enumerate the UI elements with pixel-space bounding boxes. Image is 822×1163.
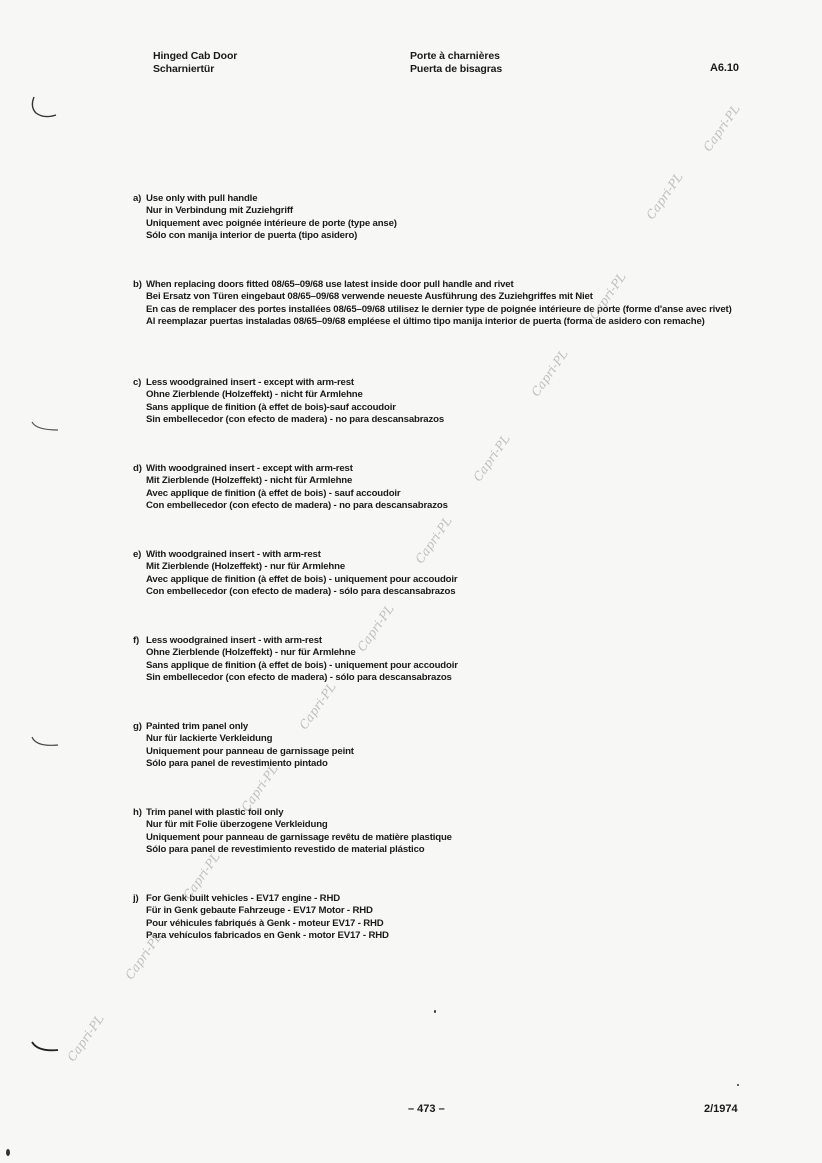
- note-line: Painted trim panel only: [146, 721, 249, 732]
- punch-hole-mark: [28, 420, 64, 440]
- note-line: With woodgrained insert - except with arm-rest: [146, 463, 353, 474]
- header-left: [153, 50, 237, 75]
- note-label: f): [133, 635, 140, 646]
- note-line: Nur in Verbindung mit Zuziehgriff: [146, 205, 293, 217]
- note-line: Bei Ersatz von Türen eingebaut 08/65–09/68 verwende neueste Ausführung des Zuziehgriffes mit Niet: [146, 291, 593, 303]
- watermark: Capri-PL: [296, 679, 339, 732]
- note-line: Nur für mit Folie überzogene Verkleidung: [146, 819, 328, 831]
- punch-hole-mark: [28, 95, 64, 123]
- watermark: Capri-PL: [412, 513, 455, 566]
- watermark: Capri-PL: [700, 101, 743, 154]
- note-line: Nur für lackierte Verkleidung: [146, 733, 273, 745]
- note-line: Uniquement pour panneau de garnissage peint: [146, 745, 354, 757]
- note-e: [133, 549, 753, 598]
- note-line: Ohne Zierblende (Holzeffekt) - nicht für Armlehne: [146, 389, 363, 401]
- note-label: j): [133, 893, 139, 904]
- note-line: Trim panel with plastic foil only: [146, 807, 284, 818]
- title-fr: Porte à charnières: [410, 50, 500, 62]
- watermark: Capri-PL: [528, 346, 571, 399]
- section-code: A6.10: [710, 62, 739, 74]
- note-line: Sin embellecedor (con efecto de madera) - sólo para descansabrazos: [146, 671, 452, 683]
- note-line: Ohne Zierblende (Holzeffekt) - nur für Armlehne: [146, 647, 356, 659]
- note-line: Sólo para panel de revestimiento revestido de material plástico: [146, 843, 425, 855]
- note-line: Für in Genk gebaute Fahrzeuge - EV17 Motor - RHD: [146, 905, 373, 917]
- title-de: Scharniertür: [153, 62, 215, 75]
- watermark: Capri-PL: [180, 849, 223, 902]
- note-d: [133, 463, 753, 512]
- note-line: En cas de remplacer des portes installées 08/65–09/68 utilisez le dernier type de poignée intérieure de porte (forme d'anse avec rivet): [146, 303, 732, 315]
- note-line: Uniquement pour panneau de garnissage revêtu de matière plastique: [146, 831, 452, 843]
- watermark: Capri-PL: [470, 431, 513, 484]
- note-line: Uniquement avec poignée intérieure de porte (type anse): [146, 217, 397, 229]
- note-line: Use only with pull handle: [146, 193, 258, 204]
- note-label: g): [133, 721, 142, 732]
- note-label: b): [133, 279, 142, 290]
- scan-speck: [434, 1010, 436, 1013]
- note-label: e): [133, 549, 142, 560]
- punch-hole-mark: [28, 735, 64, 755]
- note-line: Mit Zierblende (Holzeffekt) - nur für Armlehne: [146, 561, 346, 573]
- note-f: [133, 635, 753, 684]
- note-line: Al reemplazar puertas instaladas 08/65–09/68 empléese el último tipo manija interior de puerta (forma de asidero con remache): [146, 315, 705, 327]
- note-line: Avec applique de finition (à effet de bois) - uniquement pour accoudoir: [146, 573, 458, 585]
- punch-hole-mark: [28, 1038, 64, 1058]
- note-line: Para vehículos fabricados en Genk - motor EV17 - RHD: [146, 929, 389, 941]
- note-label: a): [133, 193, 142, 204]
- note-line: Mit Zierblende (Holzeffekt) - nicht für Armlehne: [146, 475, 353, 487]
- note-j: [133, 893, 753, 942]
- note-line: When replacing doors fitted 08/65–09/68 use latest inside door pull handle and rivet: [146, 279, 514, 290]
- note-line: Pour véhicules fabriqués à Genk - moteur EV17 - RHD: [146, 917, 384, 929]
- note-line: Sólo para panel de revestimiento pintado: [146, 757, 328, 769]
- title-es: Puerta de bisagras: [410, 62, 503, 75]
- page-number: – 473 –: [408, 1103, 445, 1115]
- title-en: Hinged Cab Door: [153, 50, 238, 62]
- watermark: Capri-PL: [354, 601, 397, 654]
- note-line: Con embellecedor (con efecto de madera) - sólo para descansabrazos: [146, 585, 456, 597]
- note-label: c): [133, 377, 142, 388]
- note-line: Sólo con manija interior de puerta (tipo asidero): [146, 229, 358, 241]
- note-line: Con embellecedor (con efecto de madera) - no para descansabrazos: [146, 499, 448, 511]
- note-line: Less woodgrained insert - with arm-rest: [146, 635, 322, 646]
- note-line: Sans applique de finition (à effet de bois)-sauf accoudoir: [146, 401, 396, 413]
- note-line: Sans applique de finition (à effet de bois) - uniquement pour accoudoir: [146, 659, 458, 671]
- watermark: Capri-PL: [64, 1011, 107, 1064]
- scan-speck: [737, 1084, 739, 1086]
- note-g: [133, 721, 753, 770]
- note-label: d): [133, 463, 142, 474]
- watermark: Capri-PL: [238, 761, 281, 814]
- note-b: [133, 279, 753, 328]
- watermark: Capri-PL: [586, 269, 629, 322]
- note-h: [133, 807, 753, 856]
- note-line: For Genk built vehicles - EV17 engine - RHD: [146, 893, 340, 904]
- scan-speck: [6, 1149, 10, 1156]
- watermark: Capri-PL: [643, 169, 686, 222]
- watermark: Capri-PL: [122, 929, 165, 982]
- note-line: Less woodgrained insert - except with arm-rest: [146, 377, 354, 388]
- print-date: 2/1974: [704, 1103, 738, 1115]
- note-line: Sin embellecedor (con efecto de madera) - no para descansabrazos: [146, 413, 445, 425]
- header-middle: [410, 50, 502, 75]
- note-line: With woodgrained insert - with arm-rest: [146, 549, 321, 560]
- note-line: Avec applique de finition (à effet de bois) - sauf accoudoir: [146, 487, 401, 499]
- note-label: h): [133, 807, 142, 818]
- note-c: [133, 377, 753, 426]
